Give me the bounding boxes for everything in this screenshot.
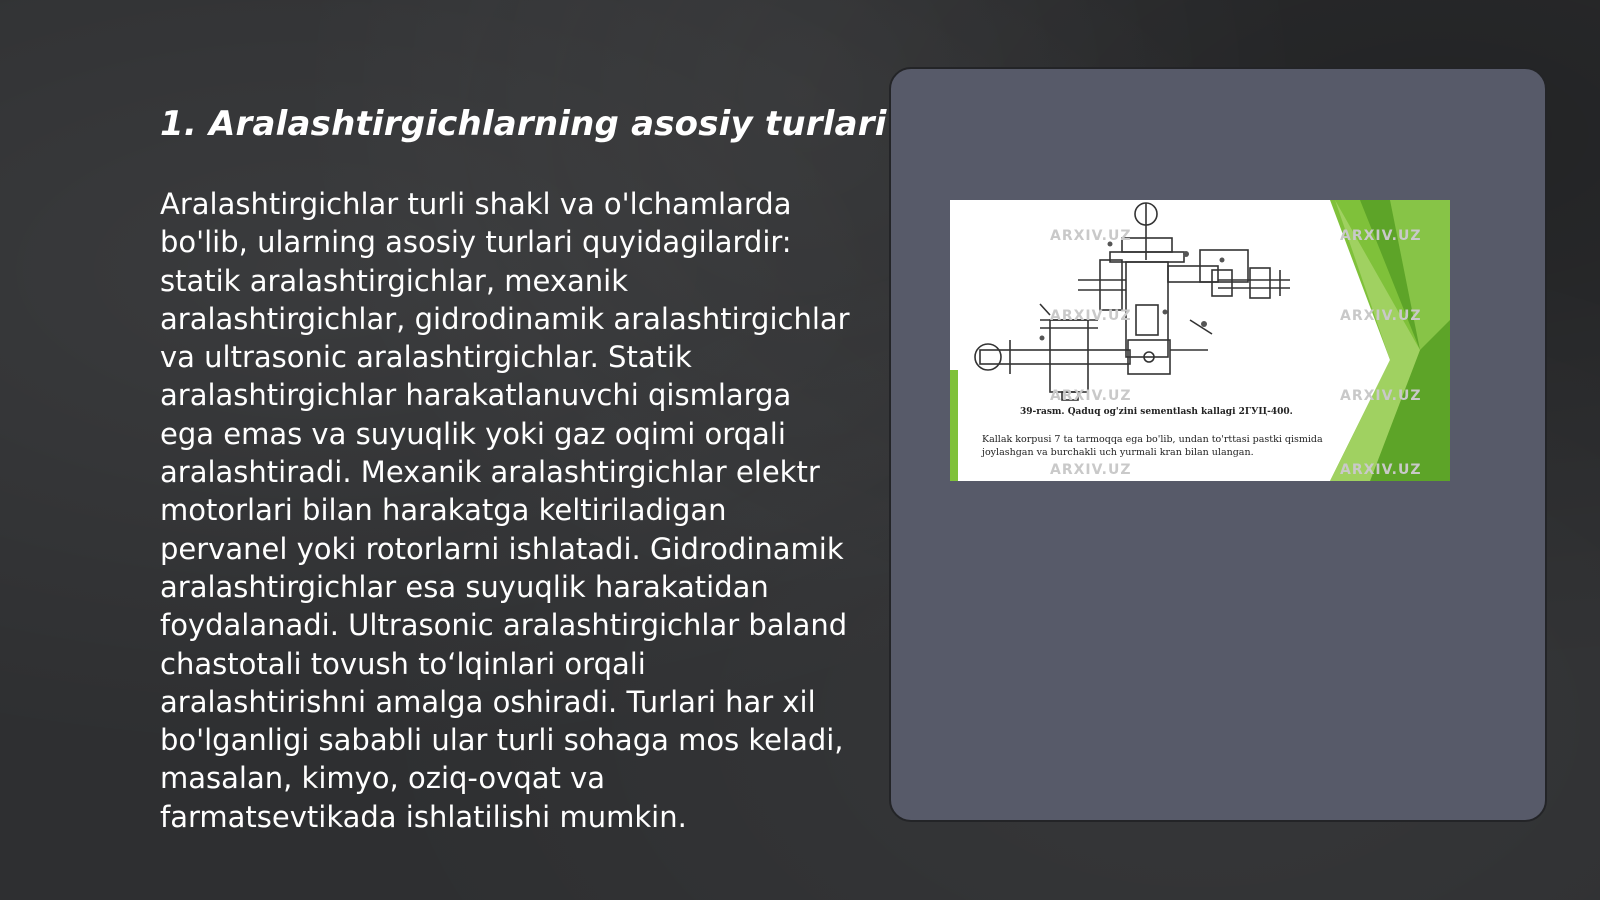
watermark-text: ARXIV.UZ (1340, 228, 1422, 244)
slide-body-text: Aralashtirgichlar turli shakl va o'lchamlarda bo'lib, ularning asosiy turlari quyidagilardir: statik aralashtirgichlar, mexanik aralashtirgichlar, gidrodinamik aralashtirgichlar va ultrasonic aralashtirgichlar. Statik aralashtirgichlar harakatlanuvchi qismlarga ega emas va suyuqlik yoki gaz oqimi orqali aralashtiradi. Mexanik aralashtirgichlar elektr motorlari bilan harakatga keltiriladigan pervanel yoki rotorlarni ishlatadi. Gidrodinamik aralashtirgichlar esa suyuqlik harakatidan foydalanadi. Ultrasonic aralashtirgichlar baland chastotali tovush to‘lqinlari orqali aralashtirishni amalga oshiradi. Turlari har xil bo'lganligi sababli ular turli sohaga mos keladi, masalan, kimyo, oziq-ovqat va farmatsevtikada ishlatilishi mumkin. (160, 187, 850, 834)
watermark-text: ARXIV.UZ (1340, 462, 1422, 478)
watermark-text: ARXIV.UZ (1050, 462, 1132, 478)
watermark-text: ARXIV.UZ (1050, 388, 1132, 404)
technical-drawing-image (950, 200, 1450, 481)
watermark-text: ARXIV.UZ (1340, 388, 1422, 404)
figure-caption-title: 39-rasm. Qaduq og'zini sementlash kallagi 2ГУЦ-400. (1020, 407, 1293, 417)
watermark-text: ARXIV.UZ (1340, 308, 1422, 324)
slide-title: 1. Aralashtirgichlarning asosiy turlari (160, 104, 887, 144)
figure-caption-body: Kallak korpusi 7 ta tarmoqqa ega bo'lib, undan to'rttasi pastki qismida joylashgan va burchakli uch yurmali kran bilan ulangan. (982, 434, 1323, 458)
watermark-text: ARXIV.UZ (1050, 308, 1132, 324)
watermark-text: ARXIV.UZ (1050, 228, 1132, 244)
